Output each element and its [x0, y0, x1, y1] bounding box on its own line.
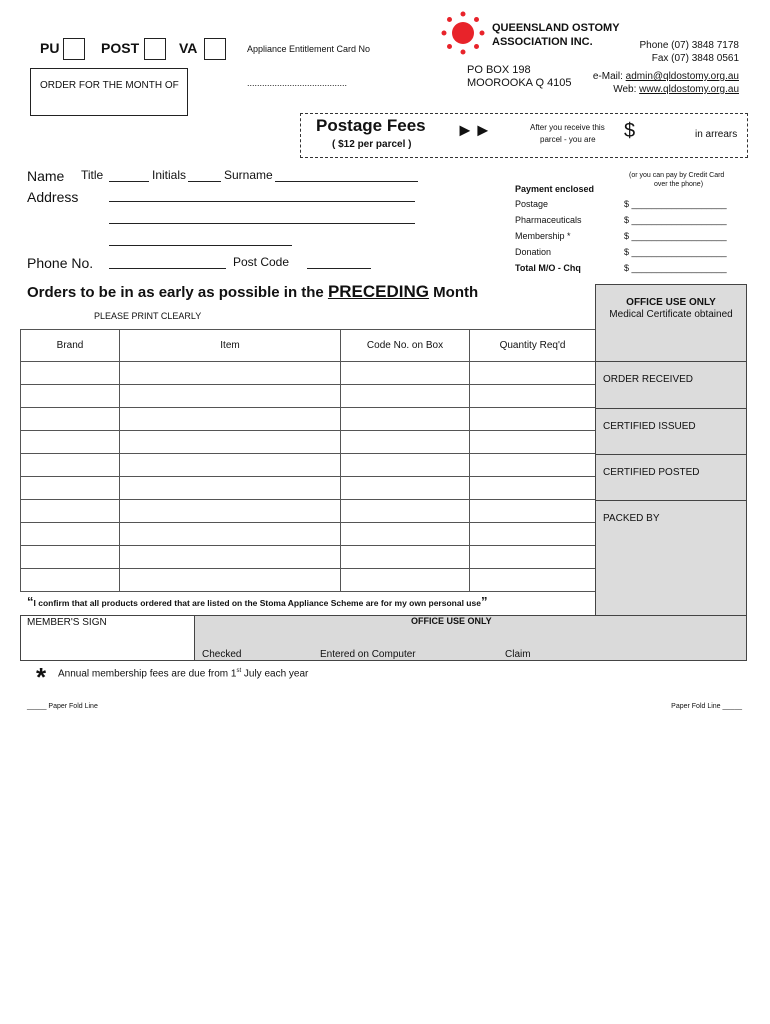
table-cell[interactable] — [470, 523, 596, 546]
order-table-body — [21, 362, 596, 592]
pu-label: PU — [40, 40, 60, 56]
table-cell[interactable] — [21, 477, 120, 500]
order-month-box[interactable] — [30, 68, 188, 116]
table-row — [21, 477, 596, 500]
order-table — [20, 329, 596, 592]
table-row — [21, 500, 596, 523]
office-packed-by[interactable]: PACKED BY — [595, 500, 747, 616]
org-name-line1: QUEENSLAND OSTOMY — [492, 22, 620, 34]
table-row — [21, 546, 596, 569]
postcode-field[interactable] — [307, 268, 371, 269]
orders-heading-part1: Orders to be in as early as possible in the — [27, 284, 328, 301]
table-row — [21, 408, 596, 431]
org-logo-icon — [441, 10, 485, 56]
orders-heading — [27, 282, 478, 302]
orders-heading-part3: Month — [429, 284, 479, 301]
web-link[interactable]: www.qldostomy.org.au — [639, 84, 739, 95]
postage-after-line2: parcel - you are — [540, 135, 596, 144]
org-fax: Fax (07) 3848 0561 — [651, 53, 739, 64]
table-cell[interactable] — [120, 408, 341, 431]
payment-heading: Payment enclosed — [515, 184, 595, 194]
table-cell[interactable] — [120, 523, 341, 546]
appliance-card-field[interactable]: ........................................ — [247, 78, 348, 88]
col-brand: Brand — [21, 330, 120, 362]
postage-in-arrears: in arrears — [695, 129, 738, 140]
table-cell[interactable] — [120, 431, 341, 454]
fold-line-left: _____ Paper Fold Line — [27, 703, 98, 710]
table-cell[interactable] — [341, 523, 470, 546]
table-cell[interactable] — [341, 431, 470, 454]
phone-label: Phone No. — [27, 255, 94, 271]
email-link[interactable]: admin@qldostomy.org.au — [625, 71, 739, 82]
org-pobox: PO BOX 198 — [467, 64, 531, 76]
table-cell[interactable] — [341, 408, 470, 431]
table-cell[interactable] — [341, 477, 470, 500]
web-label: Web: — [613, 84, 640, 95]
table-cell[interactable] — [470, 408, 596, 431]
initials-label: Initials — [152, 168, 187, 182]
appliance-card-label: Appliance Entitlement Card No — [247, 44, 371, 54]
table-row — [21, 385, 596, 408]
post-label: POST — [101, 40, 140, 56]
pu-checkbox[interactable] — [63, 38, 85, 60]
checked-label[interactable]: Checked — [202, 649, 242, 660]
payment-row-label: Total M/O - Chq — [515, 263, 581, 273]
va-checkbox[interactable] — [204, 38, 226, 60]
office-certified-issued[interactable]: CERTIFIED ISSUED — [595, 408, 747, 455]
table-cell[interactable] — [21, 362, 120, 385]
office-order-received[interactable]: ORDER RECEIVED — [595, 361, 747, 409]
payment-row-value[interactable]: $ ___________________ — [624, 247, 727, 257]
order-month-label: ORDER FOR THE MONTH OF — [40, 80, 179, 91]
table-cell[interactable] — [341, 362, 470, 385]
org-suburb: MOOROOKA Q 4105 — [467, 77, 572, 89]
org-phone: Phone (07) 3848 7178 — [639, 40, 739, 51]
table-cell[interactable] — [341, 500, 470, 523]
table-cell[interactable] — [470, 431, 596, 454]
org-name-line2: ASSOCIATION INC. — [492, 36, 593, 48]
payment-row-label: Pharmaceuticals — [515, 215, 582, 225]
payment-row — [515, 215, 740, 231]
membership-note-text2: July each year — [241, 668, 309, 680]
office-bottom-area — [195, 616, 746, 660]
table-cell[interactable] — [21, 523, 120, 546]
quote-close: ” — [480, 594, 488, 609]
table-cell[interactable] — [470, 362, 596, 385]
address-field-2[interactable] — [109, 223, 415, 224]
payment-row — [515, 199, 740, 215]
arrows-icon: ►► — [456, 120, 492, 140]
membership-note-text1: Annual membership fees are due from 1 — [58, 668, 237, 680]
table-row — [21, 454, 596, 477]
table-cell[interactable] — [21, 431, 120, 454]
payment-rows — [515, 199, 740, 279]
table-cell[interactable] — [120, 454, 341, 477]
table-cell[interactable] — [470, 477, 596, 500]
table-row — [21, 362, 596, 385]
va-label: VA — [179, 40, 198, 56]
payment-row-value[interactable]: $ ___________________ — [624, 263, 727, 273]
address-field-1[interactable] — [109, 201, 415, 202]
col-item: Item — [120, 330, 341, 362]
org-web-line — [613, 84, 739, 95]
membership-note-sup: st — [236, 668, 242, 674]
office-use-header — [595, 284, 747, 362]
col-quantity: Quantity Req'd — [470, 330, 596, 362]
confirm-text: I confirm that all products ordered that are listed on the Stoma Appliance Scheme are for my own personal use — [33, 598, 481, 608]
table-cell[interactable] — [470, 546, 596, 569]
email-label: e-Mail: — [592, 71, 626, 82]
surname-field[interactable] — [275, 181, 418, 182]
table-row — [21, 431, 596, 454]
confirm-statement — [27, 594, 487, 609]
office-use-title: OFFICE USE ONLY — [626, 297, 716, 308]
postage-dollar: $ — [624, 120, 636, 142]
payment-row — [515, 263, 740, 279]
title-label: Title — [81, 168, 104, 182]
orders-heading-emphasis: PRECEDING — [327, 282, 430, 301]
payment-row — [515, 247, 740, 263]
payment-row-label: Donation — [515, 247, 552, 257]
postcode-label: Post Code — [233, 255, 290, 269]
table-row — [21, 523, 596, 546]
table-cell[interactable] — [120, 385, 341, 408]
table-cell[interactable] — [21, 546, 120, 569]
member-sign-label: MEMBER'S SIGN — [27, 617, 107, 628]
table-header-row — [21, 330, 596, 362]
postage-title: Postage Fees — [316, 116, 426, 135]
membership-note — [58, 668, 308, 679]
table-row — [21, 569, 596, 592]
table-cell[interactable] — [341, 385, 470, 408]
table-cell[interactable] — [21, 454, 120, 477]
member-sign-field[interactable] — [20, 615, 195, 661]
payment-row-label: Membership * — [515, 231, 571, 241]
table-cell[interactable] — [120, 362, 341, 385]
phone-field[interactable] — [109, 268, 226, 269]
table-cell[interactable] — [470, 385, 596, 408]
payment-note-line2: over the phone) — [654, 181, 704, 188]
table-cell[interactable] — [21, 569, 120, 592]
office-certified-posted[interactable]: CERTIFIED POSTED — [595, 454, 747, 501]
initials-field[interactable] — [188, 181, 221, 182]
payment-row-value[interactable]: $ ___________________ — [624, 215, 727, 225]
post-checkbox[interactable] — [144, 38, 166, 60]
table-cell[interactable] — [470, 500, 596, 523]
payment-row — [515, 231, 740, 247]
table-cell[interactable] — [470, 569, 596, 592]
postage-after-line1: After you receive this — [530, 123, 605, 132]
table-cell[interactable] — [120, 569, 341, 592]
medical-certificate-label: Medical Certificate obtained — [609, 309, 733, 320]
col-code: Code No. on Box — [341, 330, 470, 362]
claim-label[interactable]: Claim — [505, 649, 531, 660]
table-cell[interactable] — [470, 454, 596, 477]
table-cell[interactable] — [21, 385, 120, 408]
entered-label[interactable]: Entered on Computer — [320, 649, 416, 660]
surname-label: Surname — [224, 168, 273, 182]
title-field[interactable] — [109, 181, 149, 182]
table-cell[interactable] — [21, 408, 120, 431]
fold-line-right: Paper Fold Line _____ — [671, 703, 742, 710]
star-icon: * — [36, 662, 47, 692]
table-cell[interactable] — [120, 500, 341, 523]
address-label: Address — [27, 189, 79, 205]
payment-row-value[interactable]: $ ___________________ — [624, 199, 727, 209]
quote-open: “ — [27, 594, 34, 609]
table-cell[interactable] — [120, 477, 341, 500]
address-field-3[interactable] — [109, 245, 292, 246]
table-cell[interactable] — [341, 546, 470, 569]
office-bottom-title: OFFICE USE ONLY — [411, 616, 492, 626]
name-label: Name — [27, 168, 65, 184]
table-cell[interactable] — [341, 454, 470, 477]
postage-subtitle: ( $12 per parcel ) — [332, 139, 412, 150]
payment-row-value[interactable]: $ ___________________ — [624, 231, 727, 241]
print-clearly-label: PLEASE PRINT CLEARLY — [94, 311, 202, 321]
table-cell[interactable] — [21, 500, 120, 523]
org-email-line — [593, 71, 739, 82]
payment-note-line1: (or you can pay by Credit Card — [629, 172, 725, 179]
table-cell[interactable] — [341, 569, 470, 592]
payment-row-label: Postage — [515, 199, 549, 209]
table-cell[interactable] — [120, 546, 341, 569]
